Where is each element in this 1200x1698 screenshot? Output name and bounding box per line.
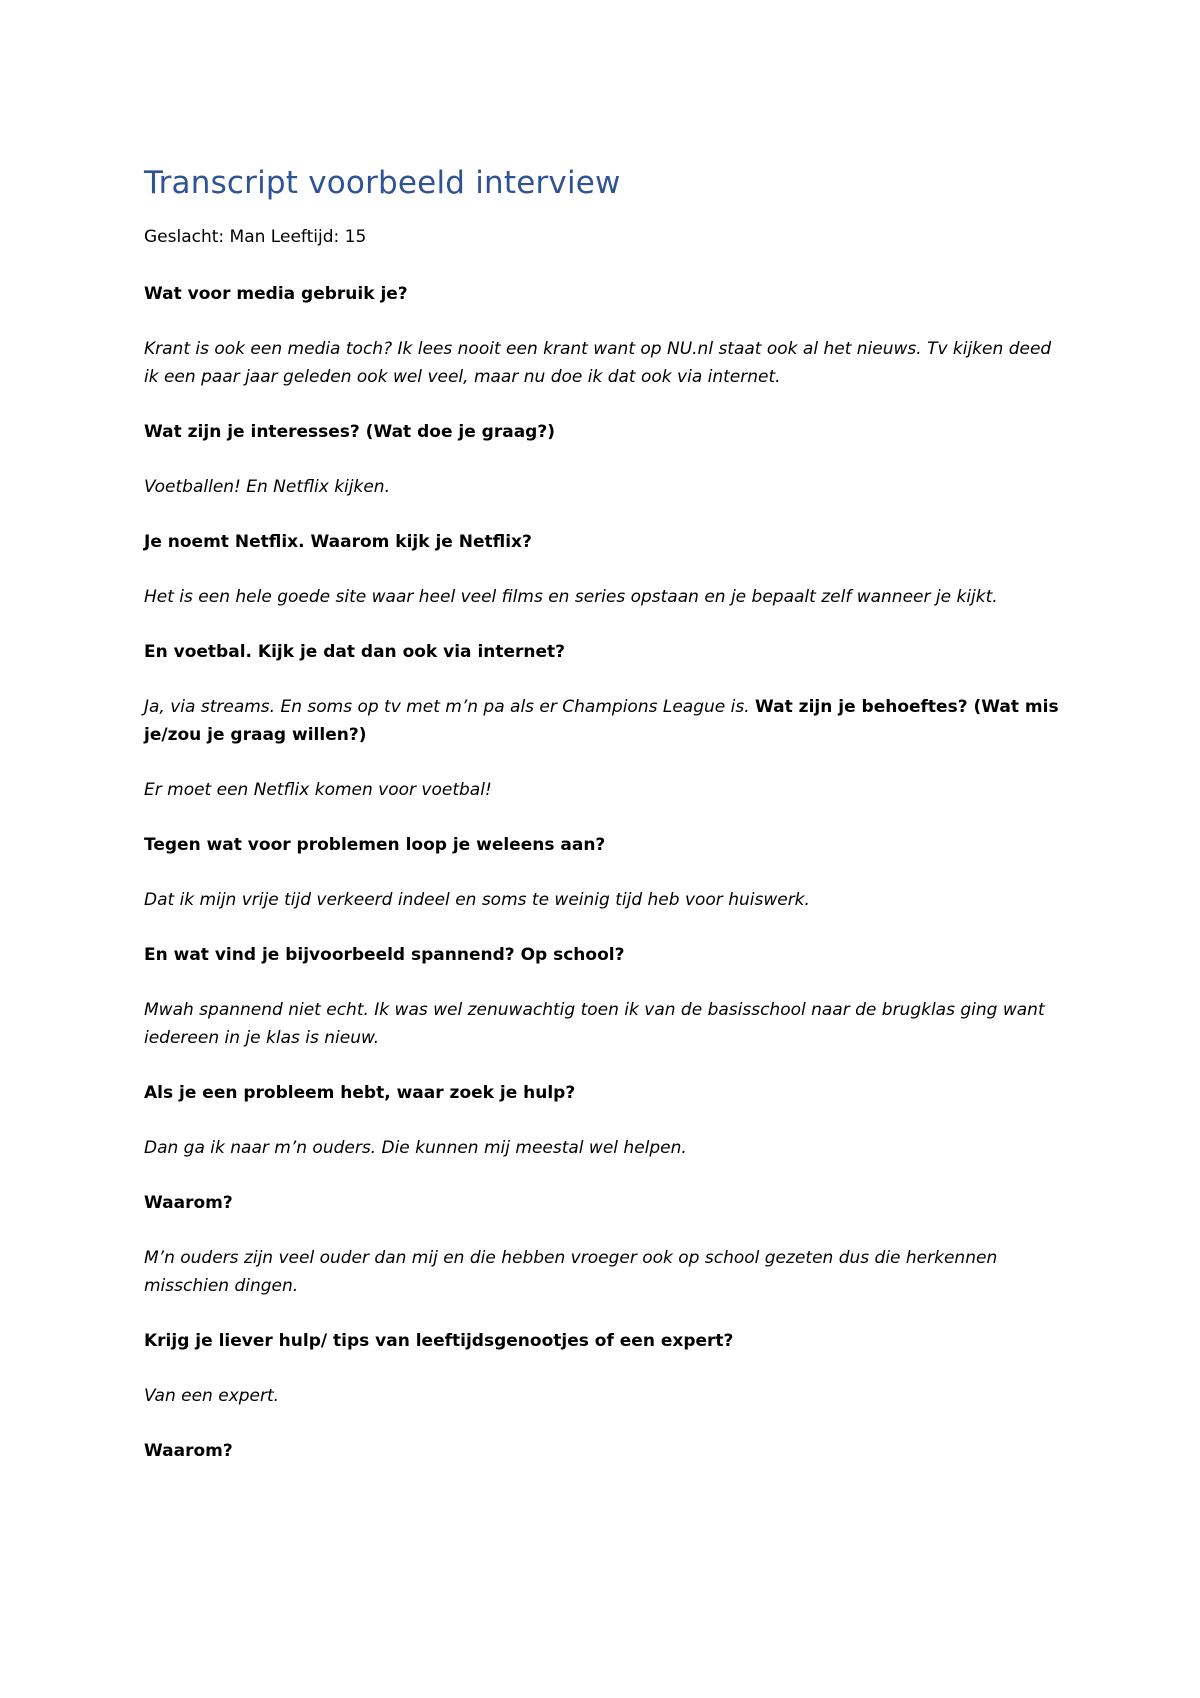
question-inline: Wat zijn je behoeftes? (Wat mis je/zou je graag willen?) (144, 697, 1059, 745)
respondent-info: Geslacht: Man Leeftijd: 15 (144, 227, 367, 247)
question: Waarom? (144, 1193, 233, 1213)
answer: Dat ik mijn vrije tijd verkeerd indeel en soms te weinig tijd heb voor huiswerk. (144, 890, 810, 910)
answer: Van een expert. (144, 1386, 280, 1406)
answer: Het is een hele goede site waar heel veel films en series opstaan en je bepaalt zelf wanneer je kijkt. (144, 587, 998, 607)
answer: Dan ga ik naar m’n ouders. Die kunnen mij meestal wel helpen. (144, 1138, 687, 1158)
answer: Er moet een Netflix komen voor voetbal! (144, 780, 492, 800)
question: En voetbal. Kijk je dat dan ook via internet? (144, 642, 566, 662)
answer: Mwah spannend niet echt. Ik was wel zenuwachtig toen ik van de basisschool naar de brugklas ging want iedereen in je klas is nieuw. (144, 1000, 1045, 1048)
answer-inline: Ja, via streams. En soms op tv met m’n pa als er Champions League is. (144, 697, 750, 717)
answer-with-question (144, 693, 1060, 749)
question: Tegen wat voor problemen loop je weleens aan? (144, 835, 606, 855)
question: Waarom? (144, 1441, 233, 1461)
answer: Voetballen! En Netflix kijken. (144, 477, 390, 497)
document-title: Transcript voorbeeld interview (144, 165, 621, 201)
question: Krijg je liever hulp/ tips van leeftijdsgenootjes of een expert? (144, 1331, 734, 1351)
question: Als je een probleem hebt, waar zoek je hulp? (144, 1083, 576, 1103)
answer: M’n ouders zijn veel ouder dan mij en die hebben vroeger ook op school gezeten dus die herkennen misschien dingen. (144, 1248, 998, 1296)
document-content (144, 164, 1060, 1492)
question: Je noemt Netflix. Waarom kijk je Netflix? (144, 532, 532, 552)
question: En wat vind je bijvoorbeeld spannend? Op school? (144, 945, 625, 965)
question: Wat zijn je interesses? (Wat doe je graag?) (144, 422, 555, 442)
question: Wat voor media gebruik je? (144, 284, 408, 304)
answer: Krant is ook een media toch? Ik lees nooit een krant want op NU.nl staat ook al het nieuws. Tv kijken deed ik een paar jaar geleden ook wel veel, maar nu doe ik dat ook via internet. (144, 339, 1052, 387)
